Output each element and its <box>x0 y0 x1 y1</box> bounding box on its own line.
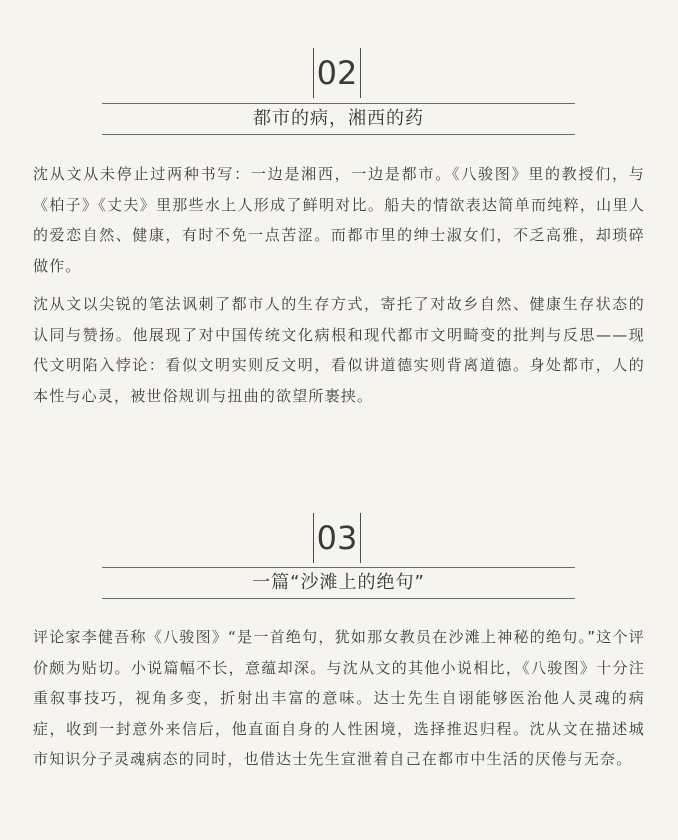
section-number: 03 <box>313 513 361 563</box>
section-title: 都市的病，湘西的药 <box>102 103 575 135</box>
section-number: 02 <box>313 48 361 98</box>
paragraph: 评论家李健吾称《八骏图》“是一首绝句，犹如那女教员在沙滩上神秘的绝句。”这个评价颇为贴切。小说篇幅不长，意蕴却深。与沈从文的其他小说相比，《八骏图》十分注重叙事技巧，视角多变，折射出丰富的意味。达士先生自诩能够医治他人灵魂的病症，收到一封意外来信后，他直面自身的人性困境，选择推迟归程。沈从文在描述城市知识分子灵魂病态的同时，也借达士先生宣泄着自己在都市中生活的厌倦与无奈。 <box>33 628 645 768</box>
paragraph: 沈从文以尖锐的笔法讽刺了都市人的生存方式，寄托了对故乡自然、健康生存状态的认同与赞扬。他展现了对中国传统文化病根和现代都市文明畸变的批判与反思——现代文明陷入悖论：看似文明实则反文明，看似讲道德实则背离道德。身处都市，人的本性与心灵，被世俗规训与扭曲的欲望所裹挟。 <box>33 295 645 405</box>
section-title: 一篇“沙滩上的绝句” <box>102 567 575 599</box>
paragraph: 沈从文从未停止过两种书写：一边是湘西，一边是都市。《八骏图》里的教授们，与《柏子》《丈夫》里那些水上人形成了鲜明对比。船夫的情欲表达简单而纯粹，山里人的爱恋自然、健康，有时不免一点苦涩。而都市里的绅士淑女们，不乏高雅，却琐碎做作。 <box>33 165 645 275</box>
